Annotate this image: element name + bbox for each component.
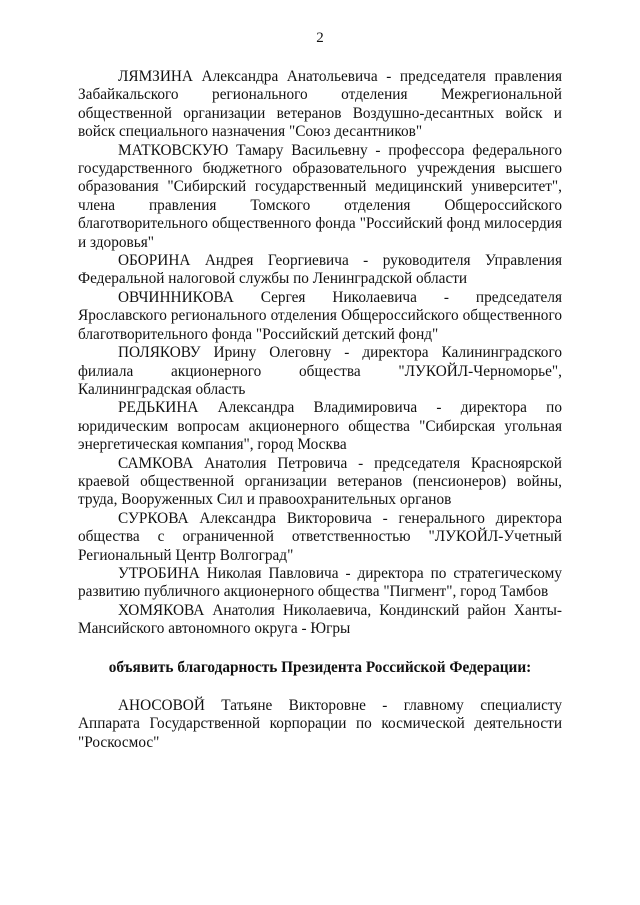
document-body [78,68,562,752]
list-item: ОВЧИННИКОВА Сергея Николаевича - председателя Ярославского регионального отделения Общероссийского общественного благотворительного фонда "Российский детский фонд" [78,288,562,343]
list-item: САМКОВА Анатолия Петровича - председателя Красноярской краевой общественной организации ветеранов (пенсионеров) войны, труда, Вооруженных Сил и правоохранительных органов [78,454,562,509]
list-item: ХОМЯКОВА Анатолия Николаевича, Кондинский район Ханты-Мансийского автономного округа - Югры [78,601,562,638]
list-item: ЛЯМЗИНА Александра Анатольевича - председателя правления Забайкальского регионального отделения Межрегиональной общественной организации ветеранов Воздушно-десантных войск и войск специального назначения "Союз десантников" [78,68,562,141]
list-item: МАТКОВСКУЮ Тамару Васильевну - профессора федерального государственного бюджетного образовательного учреждения высшего образования "Сибирский государственный медицинский университет", члена правления Томского отделения Общероссийского благотворительного общественного фонда "Российский фонд милосердия и здоровья" [78,141,562,251]
list-item: РЕДЬКИНА Александра Владимировича - директора по юридическим вопросам акционерного общества "Сибирская угольная энергетическая компания", город Москва [78,399,562,454]
list-item: ПОЛЯКОВУ Ирину Олеговну - директора Калининградского филиала акционерного общества "ЛУКОЙЛ-Черноморье", Калининградская область [78,344,562,398]
section-heading: объявить благодарность Президента Российской Федерации: [108,658,532,676]
list-item: АНОСОВОЙ Татьяне Викторовне - главному специалисту Аппарата Государственной корпорации по космической деятельности "Роскосмос" [78,697,562,751]
list-item: СУРКОВА Александра Викторовича - генерального директора общества с ограниченной ответственностью "ЛУКОЙЛ-Учетный Региональный Центр Волгоград" [78,509,562,564]
list-item: ОБОРИНА Андрея Георгиевича - руководителя Управления Федеральной налоговой службы по Ленинградской области [78,252,562,288]
page-number: 2 [316,30,324,46]
list-item: УТРОБИНА Николая Павловича - директора по стратегическому развитию публичного акционерного общества "Пигмент", город Тамбов [78,564,562,601]
